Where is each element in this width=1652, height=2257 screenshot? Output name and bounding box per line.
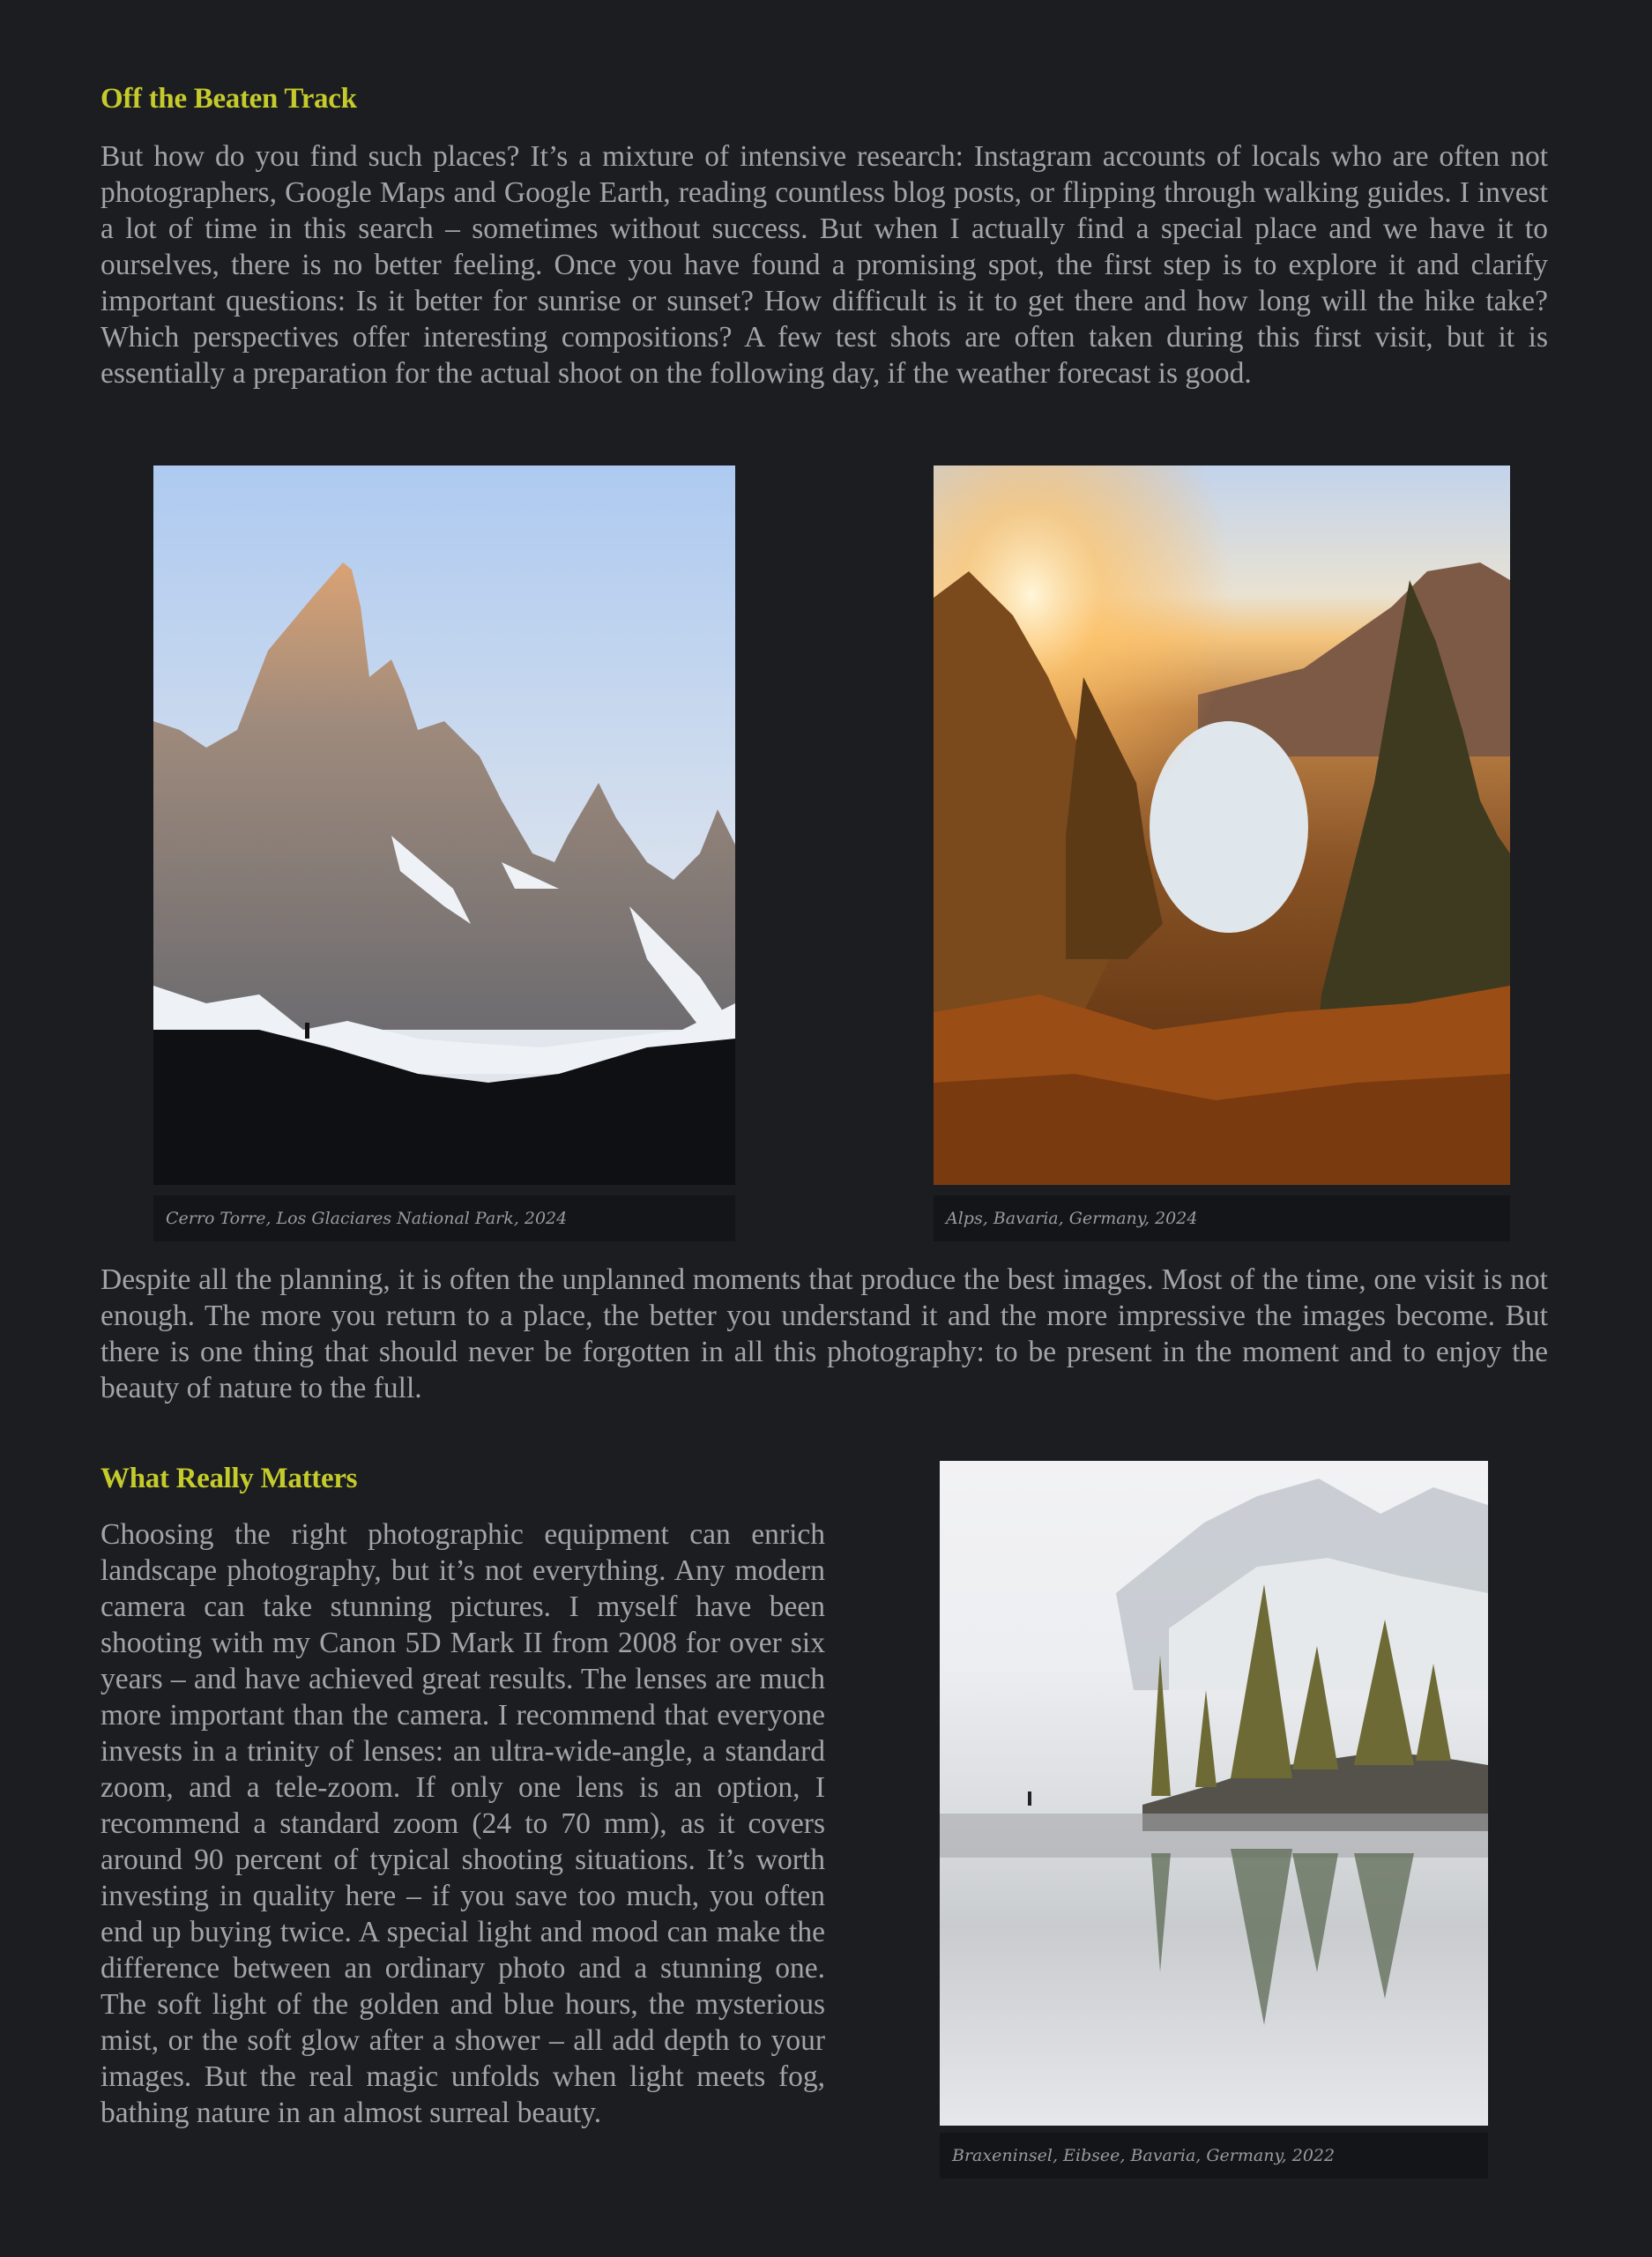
photo-alps-forest [934, 466, 1510, 1185]
photo-cerro-torre [153, 466, 735, 1185]
middle-paragraph: Despite all the planning, it is often the unplanned moments that produce the best images. Most of the time, one visit is not enough. The more you return to a place, the better you understand it and the more impressive the images become. But there is one thing that should never be forgotten in all this photography: to be present in the moment and to enjoy the beauty of nature to the full. [100, 1263, 1548, 1404]
caption-cerro-torre: Cerro Torre, Los Glaciares National Park, 2024 [153, 1196, 735, 1241]
photo-braxeninsel [940, 1461, 1488, 2126]
intro-paragraph: But how do you find such places? It’s a mixture of intensive research: Instagram accounts of locals who are often not photographers, Google Maps and Google Earth, reading countless blog posts, or flipping through walking guides. I invest a lot of time in this search – sometimes without success. But when I actually find a special place and we have it to ourselves, there is no better feeling. Once you have found a promising spot, the first step is to explore it and clarify important questions: Is it better for sunrise or sunset? How difficult is it to get there and how long will the hike take? Which perspectives offer interesting compositions? A few test shots are often taken during this first visit, but it is essentially a preparation for the actual shoot on the following day, if the weather forecast is good. [100, 140, 1548, 390]
section-heading-what-really-matters: What Really Matters [100, 1463, 358, 1494]
equipment-paragraph: Choosing the right photographic equipment can enrich landscape photography, but it’s not everything. Any modern camera can take stunning pictures. I myself have been shooting with my Canon 5D Mark II from 2008 for over six years – and have achieved great results. The lenses are much more important than the camera. I recommend that everyone invests in a trinity of lenses: an ultra-wide-angle, a standard zoom, and a tele-zoom. If only one lens is an option, I recommend a standard zoom (24 to 70 mm), as it covers around 90 percent of typical shooting situations. It’s worth investing in quality here – if you save too much, you often end up buying twice. A special light and mood can make the difference between an ordinary photo and a stunning one. The soft light of the golden and blue hours, the mysterious mist, or the soft glow after a shower – all add depth to your images. But the real magic unfolds when light meets fog, bathing nature in an almost surreal beauty. [100, 1518, 825, 2129]
section-heading-off-the-beaten-track: Off the Beaten Track [100, 83, 357, 115]
caption-braxeninsel: Braxeninsel, Eibsee, Bavaria, Germany, 2022 [940, 2133, 1488, 2179]
caption-alps: Alps, Bavaria, Germany, 2024 [934, 1196, 1510, 1241]
